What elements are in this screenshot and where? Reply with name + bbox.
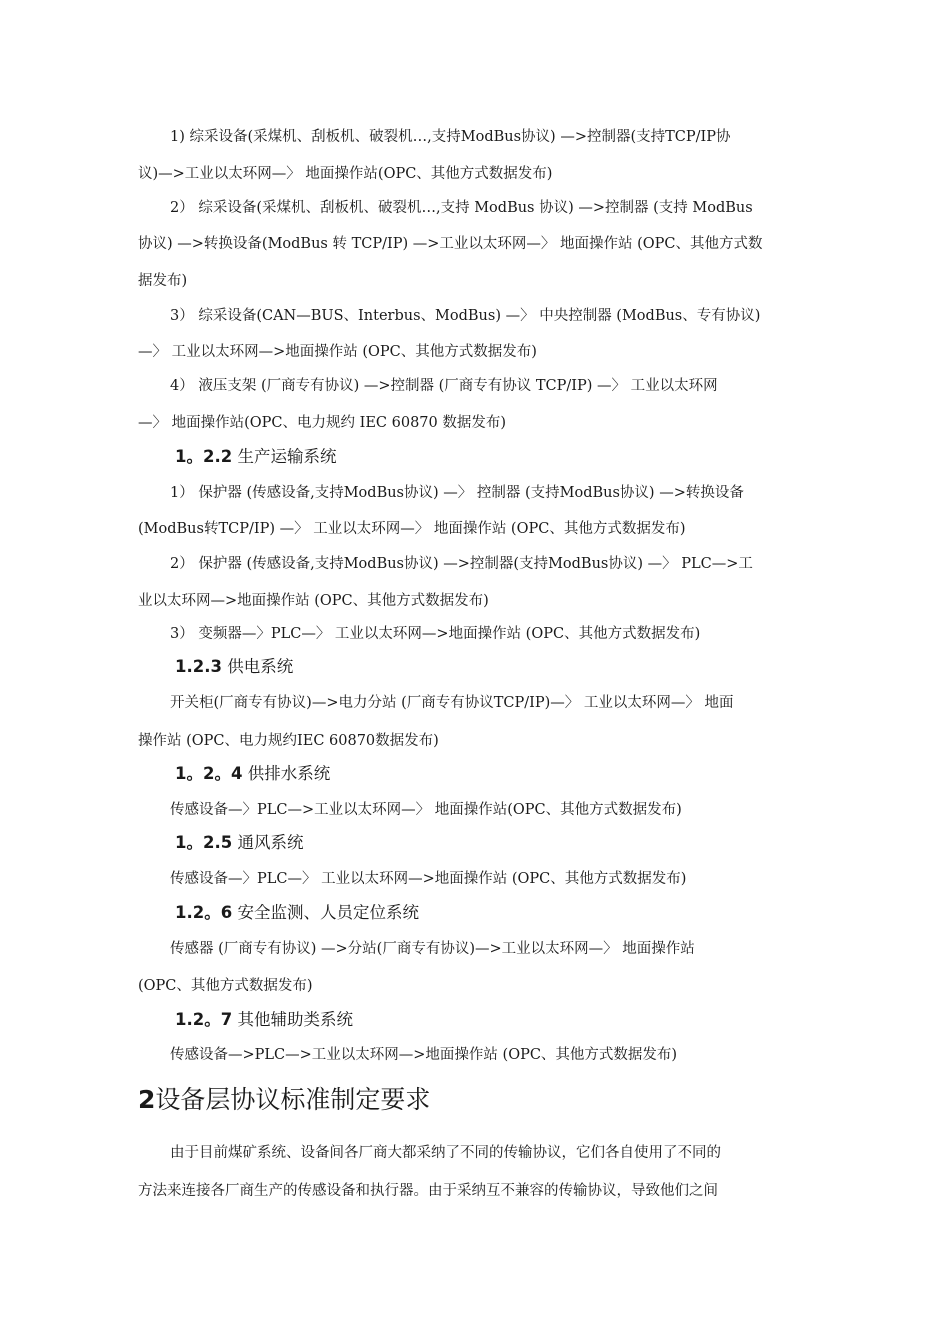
paragraph-line: 传感器 (厂商专有协议) —>分站(厂商专有协议)—>工业以太环网—〉 地面操作站 — [170, 941, 695, 957]
paragraph-line: 3） 综采设备(CAN—BUS、Interbus、ModBus) —〉 中央控制器 (ModBus、专有协议) — [170, 308, 761, 324]
paragraph-line: 4） 液压支架 (厂商专有协议) —>控制器 (厂商专有协议 TCP/IP) —〉 工业以太环网 — [170, 378, 718, 394]
section-heading: 1.2。7 其他辅助类系统 — [175, 1010, 353, 1029]
paragraph-line: (ModBus转TCP/IP) —〉 工业以太环网—〉 地面操作站 (OPC、其他方式数据发布) — [138, 521, 686, 537]
paragraph-line: 传感设备—〉PLC—〉 工业以太环网—>地面操作站 (OPC、其他方式数据发布) — [170, 871, 687, 887]
paragraph-line: 操作站 (OPC、电力规约IEC 60870数据发布) — [138, 733, 439, 749]
paragraph-line: 传感设备—〉PLC—>工业以太环网—〉 地面操作站(OPC、其他方式数据发布) — [170, 802, 682, 818]
paragraph-line: 业以太环网—>地面操作站 (OPC、其他方式数据发布) — [138, 593, 489, 609]
section-heading: 1.2。6 安全监测、人员定位系统 — [175, 903, 419, 922]
paragraph-line: 2） 保护器 (传感设备,支持ModBus协议) —>控制器(支持ModBus协议) —〉 PLC—>工 — [170, 556, 753, 572]
paragraph-line: 由于目前煤矿系统、设备间各厂商大都采纳了不同的传输协议，它们各自使用了不同的 — [170, 1145, 721, 1161]
paragraph-line: 协议) —>转换设备(ModBus 转 TCP/IP) —>工业以太环网—〉 地面操作站 (OPC、其他方式数 — [138, 236, 763, 252]
paragraph-line: 据发布) — [138, 273, 188, 289]
section-heading: 1。2。4 供排水系统 — [175, 764, 331, 783]
section-heading: 1.2.3 供电系统 — [175, 657, 294, 676]
paragraph-line: —〉 工业以太环网—>地面操作站 (OPC、其他方式数据发布) — [138, 344, 537, 360]
section-heading: 1。2.2 生产运输系统 — [175, 447, 337, 466]
paragraph-line: —〉 地面操作站(OPC、电力规约 IEC 60870 数据发布) — [138, 415, 507, 431]
paragraph-line: 传感设备—>PLC—>工业以太环网—>地面操作站 (OPC、其他方式数据发布) — [170, 1047, 678, 1063]
paragraph-line: 1) 综采设备(采煤机、刮板机、破裂机…,支持ModBus协议) —>控制器(支持TCP/IP协 — [170, 129, 731, 145]
paragraph-line: 议)—>工业以太环网—〉 地面操作站(OPC、其他方式数据发布) — [138, 166, 553, 182]
paragraph-line: 2） 综采设备(采煤机、刮板机、破裂机…,支持 ModBus 协议) —>控制器 (支持 ModBus — [170, 200, 753, 216]
paragraph-line: 1） 保护器 (传感设备,支持ModBus协议) —〉 控制器 (支持ModBus协议) —>转换设备 — [170, 485, 744, 501]
chapter-heading: 2设备层协议标准制定要求 — [138, 1085, 431, 1114]
section-heading: 1。2.5 通风系统 — [175, 833, 304, 852]
paragraph-line: 3） 变频器—〉PLC—〉 工业以太环网—>地面操作站 (OPC、其他方式数据发布) — [170, 626, 701, 642]
paragraph-line: 开关柜(厂商专有协议)—>电力分站 (厂商专有协议TCP/IP)—〉 工业以太环网—〉 地面 — [170, 695, 734, 711]
paragraph-line: 方法来连接各厂商生产的传感设备和执行器。由于采纳互不兼容的传输协议，导致他们之间 — [138, 1183, 718, 1199]
paragraph-line: (OPC、其他方式数据发布) — [138, 978, 313, 994]
